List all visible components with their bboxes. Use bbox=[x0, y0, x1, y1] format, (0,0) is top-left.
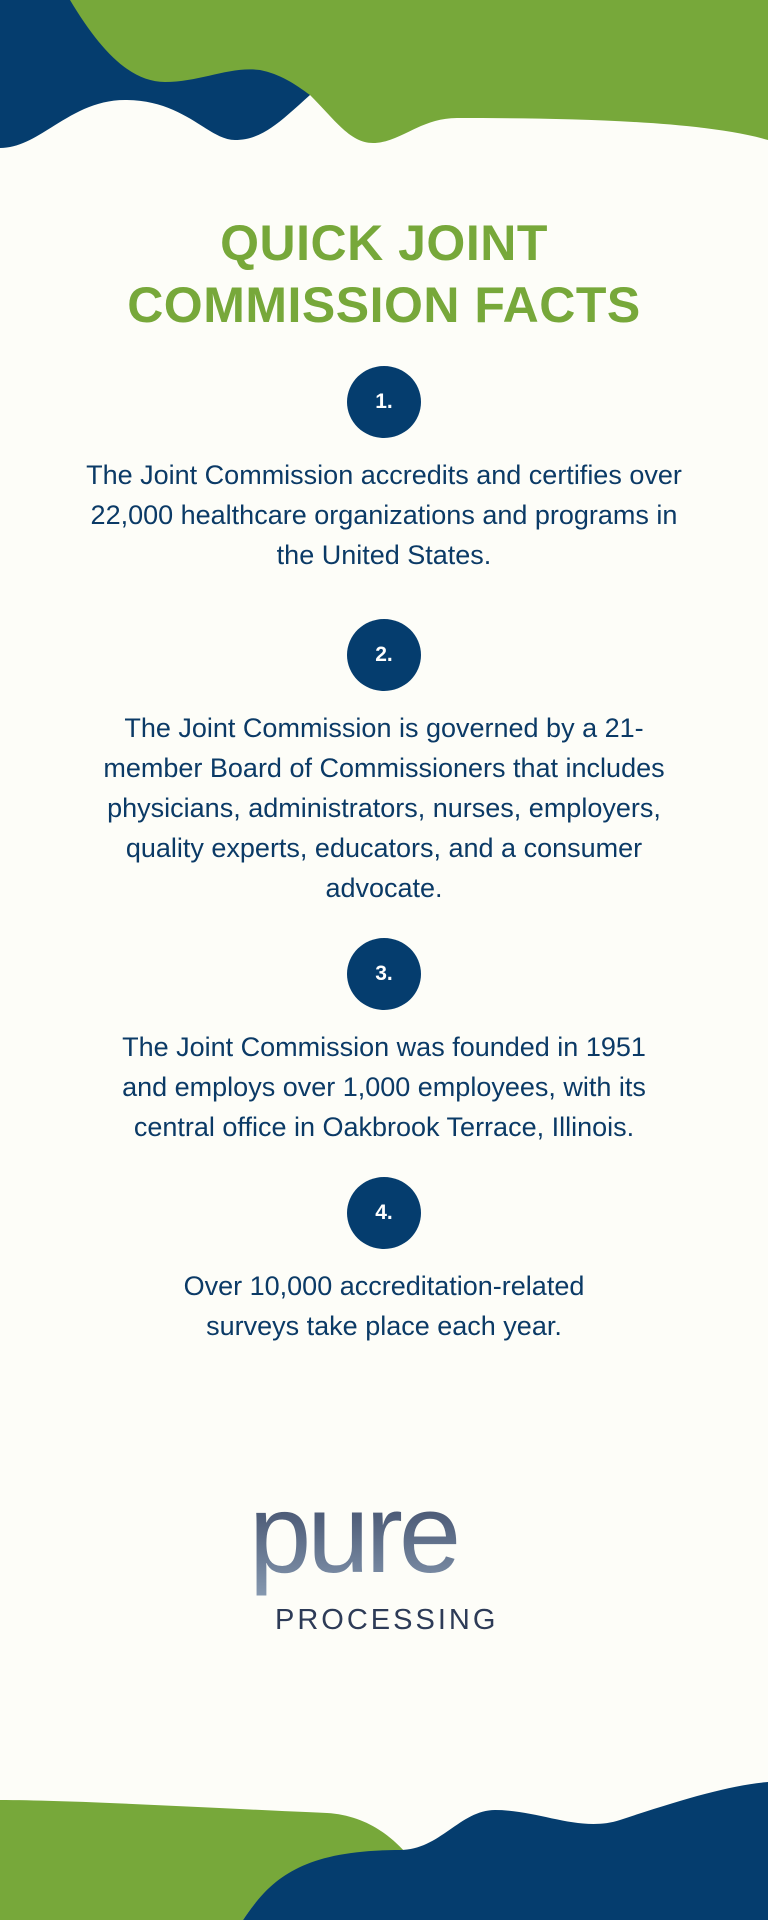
title-line-1: QUICK JOINT bbox=[220, 215, 548, 271]
logo-subtitle: PROCESSING bbox=[275, 1604, 499, 1636]
fact-number-badge: 4. bbox=[347, 1177, 421, 1249]
fact-number-badge: 3. bbox=[347, 938, 421, 1010]
fact-text: The Joint Commission was founded in 1951 and employs over 1,000 employees, with its central office in Oakbrook Terrace, Illinois. bbox=[122, 1032, 646, 1142]
fact-number-badge: 1. bbox=[347, 366, 421, 438]
page-title bbox=[0, 212, 768, 336]
pure-processing-logo bbox=[249, 1466, 519, 1638]
bottom-wave-decoration bbox=[0, 1760, 768, 1920]
top-wave-decoration bbox=[0, 0, 768, 160]
fact-number-badge: 2. bbox=[347, 619, 421, 691]
top-green-wave bbox=[70, 0, 768, 143]
fact-text: Over 10,000 accreditation-related surveys take place each year. bbox=[183, 1271, 585, 1341]
fact-text: The Joint Commission is governed by a 21-member Board of Commissioners that includes physicians, administrators, nurses, employers, quality experts, educators, and a consumer advocate. bbox=[103, 713, 665, 903]
title-line-2: COMMISSION FACTS bbox=[127, 277, 641, 333]
facts-content bbox=[0, 212, 768, 1638]
fact-text: The Joint Commission accredits and certifies over 22,000 healthcare organizations and programs in the United States. bbox=[86, 460, 682, 570]
logo-word: pure bbox=[249, 1466, 519, 1602]
